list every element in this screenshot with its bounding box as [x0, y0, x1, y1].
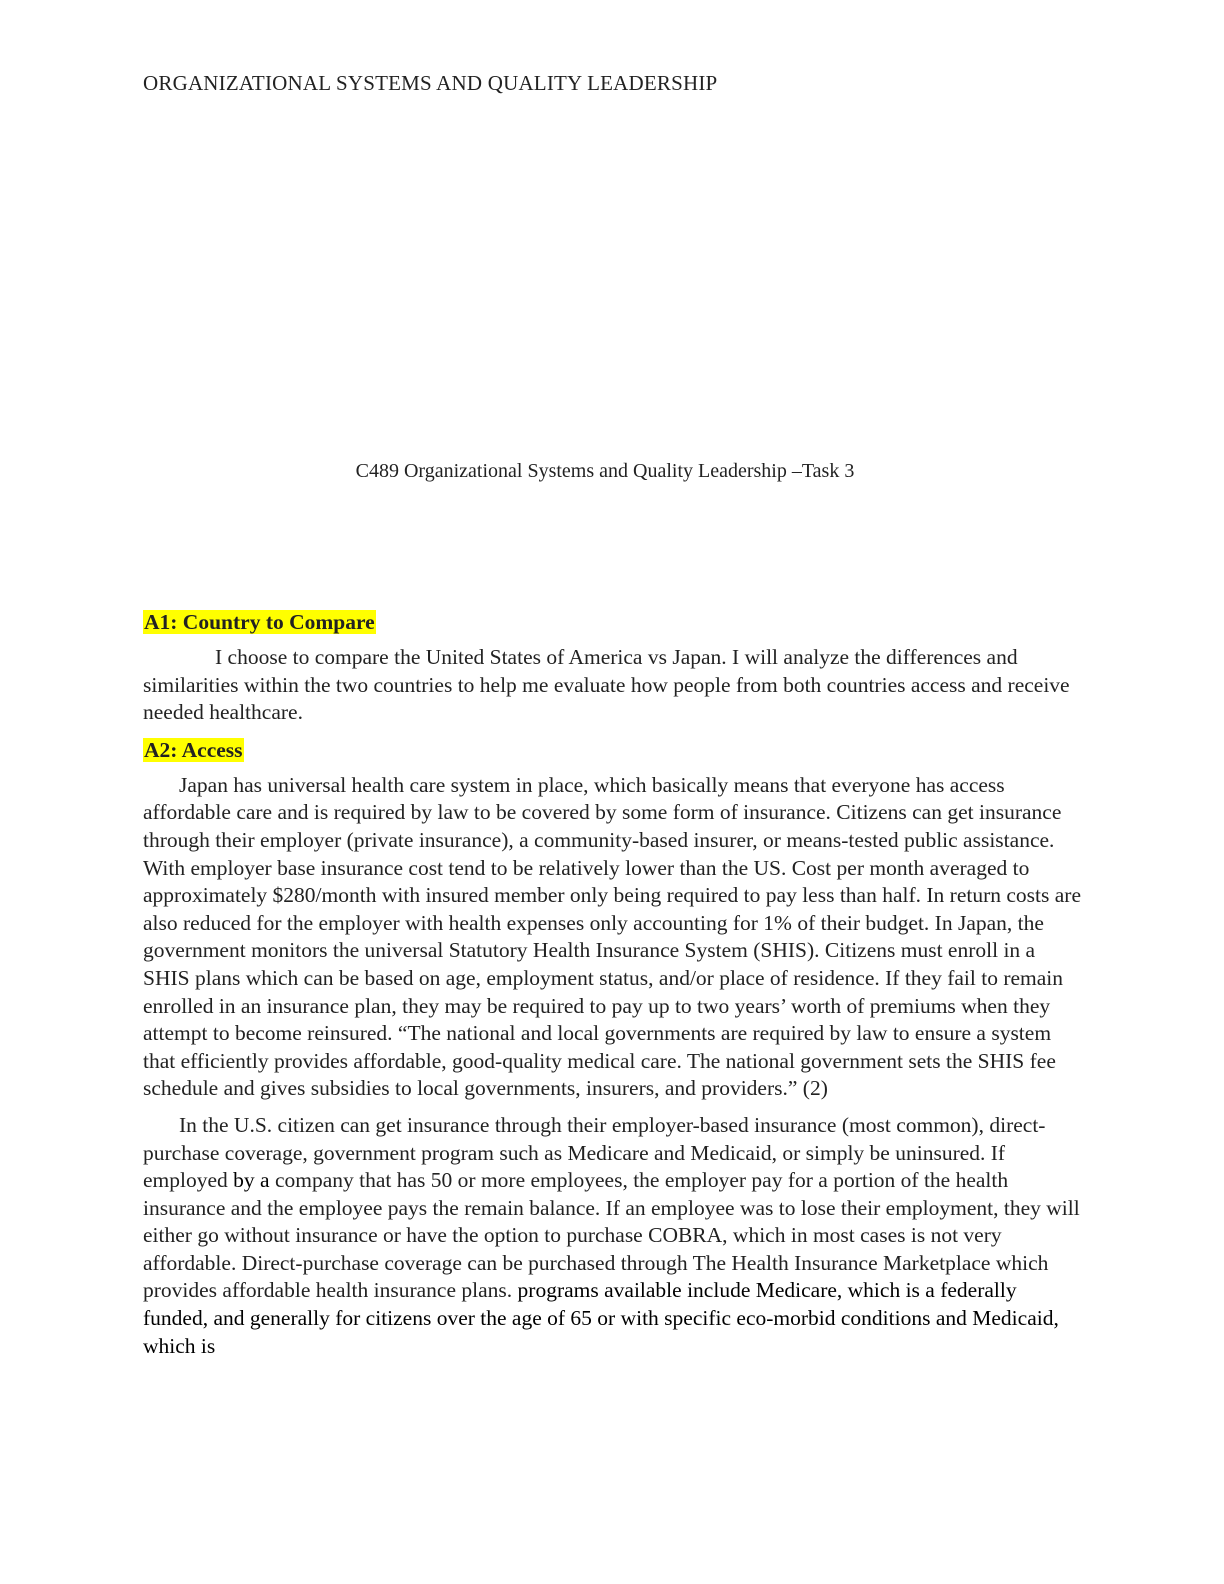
highlighted-heading-text: A2: Access — [144, 737, 243, 762]
paragraph-country-compare: I choose to compare the United States of America vs Japan. I will analyze the differences and similarities within the two countries to help me evaluate how people from both countries access and receive needed healthcare. — [143, 645, 1070, 725]
paragraph-text: by a — [233, 1168, 270, 1193]
highlighted-heading-text: A1: Country to Compare — [144, 610, 375, 634]
document-title: C489 Organizational Systems and Quality Leadership –Task 3 — [355, 460, 855, 482]
section-heading-a1 — [143, 607, 1083, 637]
paragraph-us-access — [143, 1112, 1083, 1360]
section-heading-a2 — [143, 735, 1083, 765]
paragraph-text: company that has 50 or more employees, the employer pay for a portion of the health insurance and the employee pays the remain balance. If an employee was to lose their employment, they will either go without insurance or have the option to purchase COBRA, which in most cases is not very affordable. Direct-purchase coverage can be purchased through The Health Insurance Marketplace which provides affordable health insurance plans. — [143, 1168, 1080, 1303]
document-body — [143, 607, 1083, 1360]
running-head: ORGANIZATIONAL SYSTEMS AND QUALITY LEADERSHIP — [143, 71, 718, 95]
paragraph-japan-access: Japan has universal health care system in place, which basically means that everyone has access affordable care and is required by law to be covered by some form of insurance. Citizens can get insurance through their employer (private insurance), a community-based insurer, or means-tested public assistance. With employer base insurance cost tend to be relatively lower than the US. Cost per month averaged to approximately $280/month with insured member only being required to pay less than half. In return costs are also reduced for the employer with health expenses only accounting for 1% of their budget. In Japan, the government monitors the universal Statutory Health Insurance System (SHIS). Citizens must enroll in a SHIS plans which can be based on age, employment status, and/or place of residence. If they fail to remain enrolled in an insurance plan, they may be required to pay up to two years’ worth of premiums when they attempt to become reinsured. “The national and local governments are required by law to ensure a system that efficiently provides affordable, good-quality medical care. The national government sets the SHIS fee schedule and gives subsidies to local governments, insurers, and providers.” (2) — [143, 772, 1082, 1101]
paragraph-text: programs available include Medicare, which is a federally funded, and generally for citizens over the age of 65 or with specific eco-morbid conditions and Medicaid, which is — [143, 1278, 1059, 1358]
paragraph-text: In the U.S. citizen can get insurance through their employer-based insurance (most common), direct-purchase coverage, government program such as Medicare and Medicaid, or simply be uninsured. If employed — [143, 1112, 1046, 1193]
